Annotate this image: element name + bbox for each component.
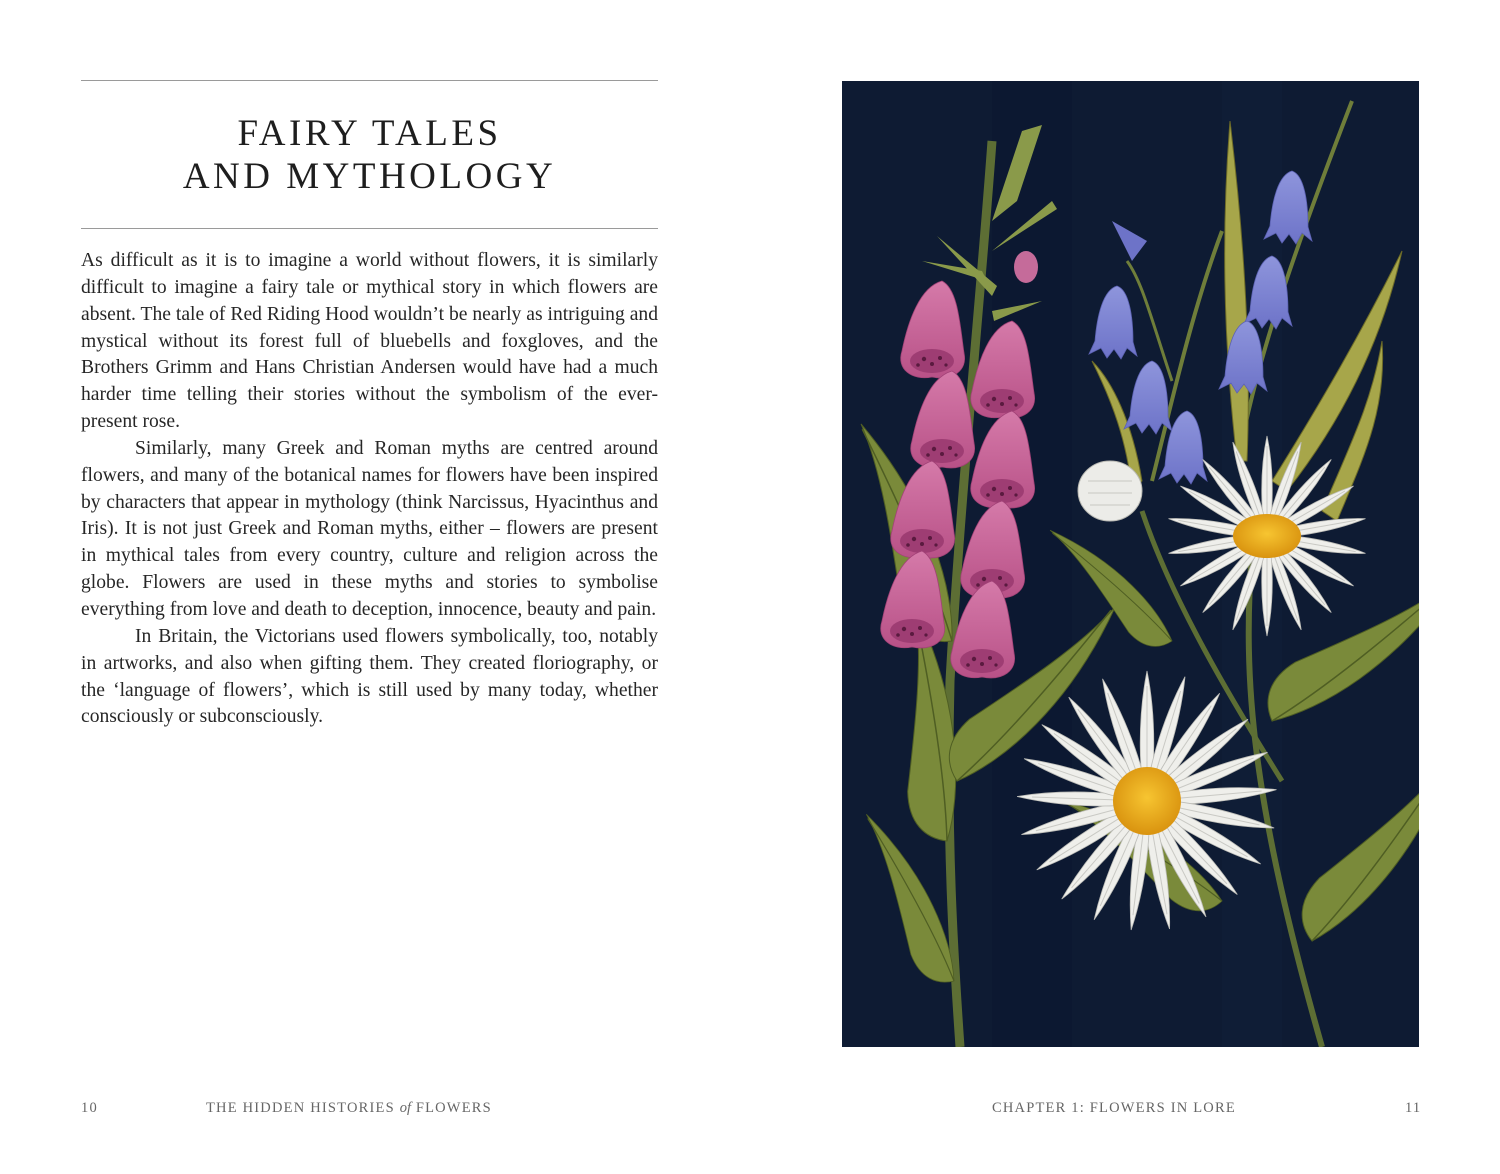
botanical-illustration: [842, 81, 1419, 1047]
body-text: [81, 248, 658, 731]
chapter-section-title: [81, 112, 658, 198]
running-head-italic: of: [399, 1100, 411, 1116]
paragraph-1: As difficult as it is to imagine a world without flowers, it is similarly difficult to imagine a fairy tale or mythical story in which flowers are absent. The tale of Red Riding Hood wouldn’t be nearly as intriguing and mystical without its forest full of bluebells and foxgloves, and the Brothers Grimm and Hans Christian Andersen would have had a much harder time telling their stories without the symbolism of the ever-present rose.: [81, 250, 658, 433]
left-page-number: 10: [81, 1100, 98, 1116]
right-page-number: 11: [1405, 1100, 1422, 1116]
running-head-part2: FLOWERS: [415, 1100, 492, 1116]
title-top-rule: [81, 80, 658, 81]
right-running-head: CHAPTER 1: FLOWERS IN LORE: [992, 1100, 1236, 1116]
flowers-artwork-icon: [842, 81, 1419, 1047]
left-running-head: [206, 1100, 492, 1117]
paragraph-2: Similarly, many Greek and Roman myths are centred around flowers, and many of the botanical names for flowers have been inspired by characters that appear in mythology (think Narcissus, Hyacinthus and Iris). It is not just Greek and Roman myths, either – flowers are present in mythical tales from every country, culture and religion across the globe. Flowers are used in these myths and stories to symbolise everything from love and death to deception, innocence, beauty and pain.: [81, 437, 658, 620]
running-head-part1: THE HIDDEN HISTORIES: [206, 1100, 395, 1116]
title-line-1: FAIRY TALES: [237, 113, 502, 154]
title-line-2: AND MYTHOLOGY: [182, 156, 557, 197]
title-bottom-rule: [81, 228, 658, 229]
paragraph-3: In Britain, the Victorians used flowers symbolically, too, notably in artworks, and also when gifting them. They created floriography, or the ‘language of flowers’, which is still used by many today, whether consciously or subconsciously.: [81, 625, 658, 728]
